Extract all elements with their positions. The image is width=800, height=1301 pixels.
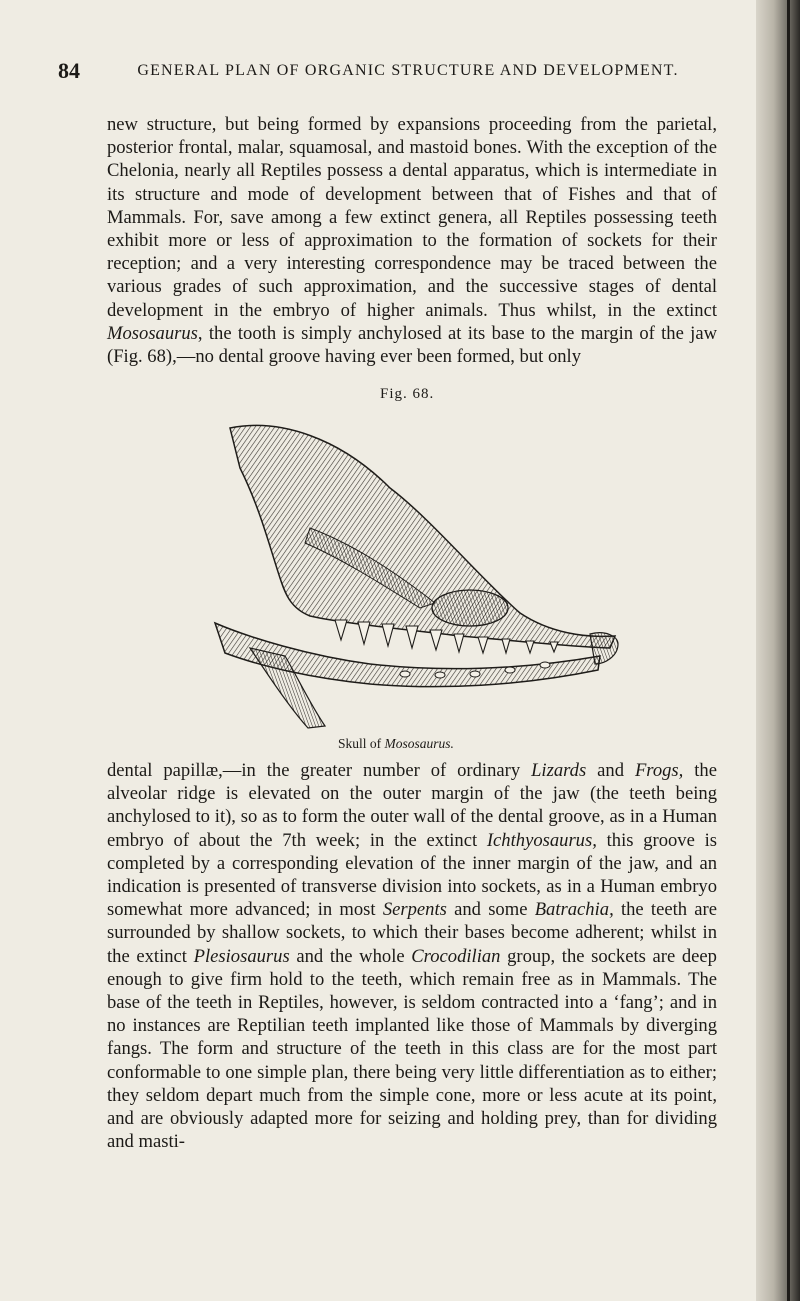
paragraph-1-text-a: new structure, but being formed by expansions proceeding from the parietal, posterior frontal, malar, squamosal, and mastoid bones. With the exception of the Chelonia, nearly all Reptiles possess a dental apparatus, which is intermediate in its structure and mode of development between that of Fishes and that of Mammals. For, save among a few extinct genera, all Reptiles possessing teeth exhibit more or less of approximation to the formation of sockets for their reception; and a very interesting correspondence may be traced between the various grades of such approximation, and the successive stages of dental development in the embryo of higher animals. Thus whilst, in the extinct xyxy=(107,114,717,321)
paragraph-2-text-b: and xyxy=(586,760,635,781)
mososaurus-skull-illustration xyxy=(190,408,620,733)
term-serpents: Serpents xyxy=(382,899,447,921)
paragraph-2-text-a: dental papillæ,—in the greater number of ordinary xyxy=(107,760,532,781)
term-batrachia: Batrachia, xyxy=(534,899,614,921)
paragraph-2-text-e: and some xyxy=(446,899,535,921)
book-spine-edge xyxy=(787,0,790,1301)
orbit-opening xyxy=(432,590,508,626)
genus-ichthyosaurus: Ichthyosaurus, xyxy=(486,829,597,851)
skull-upper-outline xyxy=(230,426,615,649)
paragraph-2-text-c: the alveolar ridge is elevated on the outer margin of the jaw (the teeth being anchylosed to it), so as to form the outer wall of the dental groove, as in a Human embryo of about the 7th week; in the extinct xyxy=(107,760,717,851)
paragraph-2-text-h: group, the sockets are deep enough to give firm hold to the teeth, which remain free as in Mammals. The base of the teeth in Reptiles, however, is seldom contracted into a ‘fang’; and in no instances are Reptilian teeth implanted like those of Mammals by diverging fangs. The form and structure of the teeth in this class are for the most part conformable to one simple plan, there being very little differentiation as to either; they seldom depart much from the simple cone, more or less acute at its point, and are obviously adapted more for seizing and holding prey, than for dividing and masti- xyxy=(107,945,717,1153)
term-frogs: Frogs, xyxy=(634,760,684,781)
term-lizards: Lizards xyxy=(531,760,587,781)
paragraph-1-text-b: , the tooth is simply anchylosed at its base to the margin of the jaw (Fig. 68),—no dental groove having ever been formed, but only xyxy=(107,322,717,368)
page-header xyxy=(58,58,718,86)
paragraph-1 xyxy=(107,113,717,368)
figure-caption xyxy=(338,736,454,752)
caption-genus: Mososaurus. xyxy=(384,736,454,751)
paragraph-2 xyxy=(107,759,717,1153)
term-crocodilian: Crocodilian xyxy=(411,945,501,967)
paragraph-2-text-g: and the whole xyxy=(289,945,412,967)
running-head: GENERAL PLAN OF ORGANIC STRUCTURE AND DEVELOPMENT. xyxy=(137,62,679,79)
genus-mososaurus: Mososaurus xyxy=(107,322,198,344)
figure-label: Fig. 68. xyxy=(380,386,435,402)
paragraph-2-text-f: the teeth are surrounded by shallow sockets, to which their bases become adherent; whilst in the extinct xyxy=(107,899,718,967)
paragraph-2-text-d: this groove is completed by a corresponding elevation of the inner margin of the jaw, and an indication is presented of transverse division into sockets, as in a Human embryo somewhat more advanced; in most xyxy=(107,829,717,921)
book-spine-shadow xyxy=(756,0,800,1301)
genus-plesiosaurus: Plesiosaurus xyxy=(193,945,290,967)
snout-tip xyxy=(590,633,618,664)
page-number: 84 xyxy=(58,58,80,83)
caption-prefix: Skull of xyxy=(338,736,385,751)
